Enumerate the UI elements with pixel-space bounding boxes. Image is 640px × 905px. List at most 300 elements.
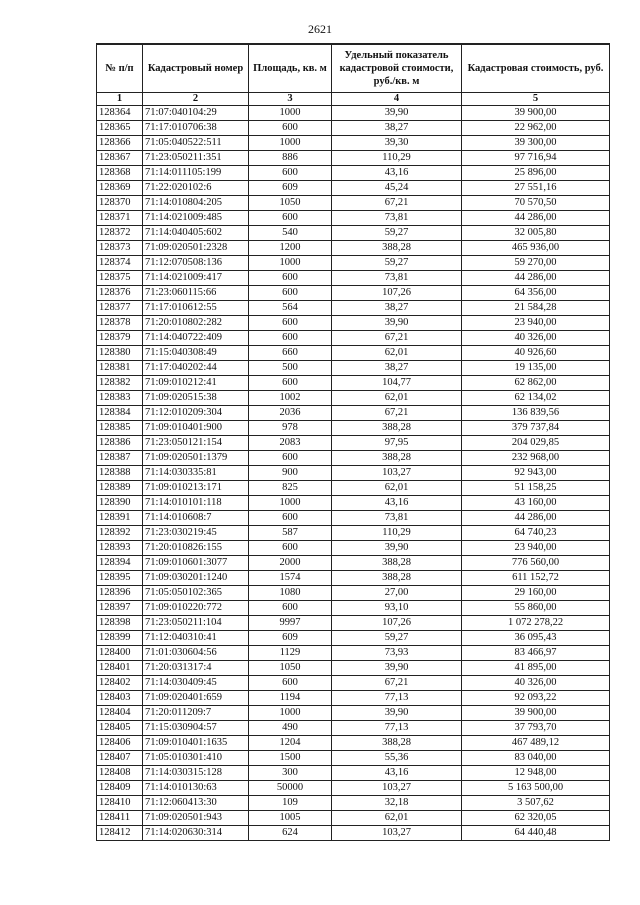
table-row bbox=[97, 301, 610, 316]
cadastral-number-cell: 71:09:010213:171 bbox=[143, 481, 249, 496]
area-cell: 600 bbox=[249, 376, 332, 391]
area-cell: 886 bbox=[249, 151, 332, 166]
row-number-cell: 128396 bbox=[97, 586, 143, 601]
cadastral-cost-cell: 41 895,00 bbox=[462, 661, 610, 676]
cadastral-number-cell: 71:14:021009:485 bbox=[143, 211, 249, 226]
unit-rate-cell: 388,28 bbox=[332, 241, 462, 256]
cadastral-cost-cell: 39 900,00 bbox=[462, 706, 610, 721]
area-cell: 9997 bbox=[249, 616, 332, 631]
unit-rate-cell: 62,01 bbox=[332, 811, 462, 826]
unit-rate-cell: 67,21 bbox=[332, 331, 462, 346]
unit-rate-cell: 388,28 bbox=[332, 421, 462, 436]
row-number-cell: 128365 bbox=[97, 121, 143, 136]
area-cell: 500 bbox=[249, 361, 332, 376]
unit-rate-cell: 59,27 bbox=[332, 256, 462, 271]
cadastral-number-cell: 71:05:010301:410 bbox=[143, 751, 249, 766]
table-row bbox=[97, 226, 610, 241]
unit-rate-cell: 103,27 bbox=[332, 781, 462, 796]
table-row bbox=[97, 451, 610, 466]
cadastral-cost-cell: 379 737,84 bbox=[462, 421, 610, 436]
column-number: 1 bbox=[97, 93, 143, 106]
cadastral-cost-cell: 44 286,00 bbox=[462, 211, 610, 226]
cadastral-cost-cell: 465 936,00 bbox=[462, 241, 610, 256]
area-cell: 600 bbox=[249, 271, 332, 286]
cadastral-number-cell: 71:09:020515:38 bbox=[143, 391, 249, 406]
area-cell: 1129 bbox=[249, 646, 332, 661]
unit-rate-cell: 59,27 bbox=[332, 631, 462, 646]
area-cell: 600 bbox=[249, 121, 332, 136]
table-row bbox=[97, 391, 610, 406]
header-cadastral-number: Кадастровый номер bbox=[143, 44, 249, 93]
cadastral-number-cell: 71:14:030409:45 bbox=[143, 676, 249, 691]
cadastral-cost-cell: 62 862,00 bbox=[462, 376, 610, 391]
unit-rate-cell: 388,28 bbox=[332, 451, 462, 466]
table-row bbox=[97, 601, 610, 616]
unit-rate-cell: 27,00 bbox=[332, 586, 462, 601]
row-number-cell: 128390 bbox=[97, 496, 143, 511]
cadastral-cost-cell: 44 286,00 bbox=[462, 271, 610, 286]
cadastral-cost-cell: 19 135,00 bbox=[462, 361, 610, 376]
area-cell: 300 bbox=[249, 766, 332, 781]
row-number-cell: 128404 bbox=[97, 706, 143, 721]
area-cell: 609 bbox=[249, 631, 332, 646]
row-number-cell: 128382 bbox=[97, 376, 143, 391]
cadastral-cost-cell: 37 793,70 bbox=[462, 721, 610, 736]
unit-rate-cell: 110,29 bbox=[332, 151, 462, 166]
area-cell: 624 bbox=[249, 826, 332, 841]
table-header bbox=[97, 44, 610, 106]
area-cell: 1005 bbox=[249, 811, 332, 826]
area-cell: 1000 bbox=[249, 256, 332, 271]
unit-rate-cell: 103,27 bbox=[332, 826, 462, 841]
area-cell: 2036 bbox=[249, 406, 332, 421]
table-row bbox=[97, 826, 610, 841]
row-number-cell: 128400 bbox=[97, 646, 143, 661]
unit-rate-cell: 59,27 bbox=[332, 226, 462, 241]
unit-rate-cell: 43,16 bbox=[332, 496, 462, 511]
unit-rate-cell: 388,28 bbox=[332, 571, 462, 586]
area-cell: 825 bbox=[249, 481, 332, 496]
table-row bbox=[97, 346, 610, 361]
header-cadastral-cost: Кадастровая стоимость, руб. bbox=[462, 44, 610, 93]
table-row bbox=[97, 721, 610, 736]
row-number-cell: 128385 bbox=[97, 421, 143, 436]
area-cell: 600 bbox=[249, 541, 332, 556]
cadastral-cost-cell: 83 466,97 bbox=[462, 646, 610, 661]
cadastral-cost-cell: 23 940,00 bbox=[462, 541, 610, 556]
unit-rate-cell: 43,16 bbox=[332, 766, 462, 781]
cadastral-number-cell: 71:14:030335:81 bbox=[143, 466, 249, 481]
area-cell: 587 bbox=[249, 526, 332, 541]
unit-rate-cell: 67,21 bbox=[332, 406, 462, 421]
row-number-cell: 128376 bbox=[97, 286, 143, 301]
unit-rate-cell: 107,26 bbox=[332, 286, 462, 301]
cadastral-cost-cell: 97 716,94 bbox=[462, 151, 610, 166]
column-number: 2 bbox=[143, 93, 249, 106]
area-cell: 978 bbox=[249, 421, 332, 436]
cadastral-number-cell: 71:14:040405:602 bbox=[143, 226, 249, 241]
unit-rate-cell: 388,28 bbox=[332, 556, 462, 571]
cadastral-cost-cell: 64 356,00 bbox=[462, 286, 610, 301]
unit-rate-cell: 107,26 bbox=[332, 616, 462, 631]
cadastral-number-cell: 71:09:010220:772 bbox=[143, 601, 249, 616]
unit-rate-cell: 43,16 bbox=[332, 166, 462, 181]
area-cell: 600 bbox=[249, 676, 332, 691]
table-row bbox=[97, 121, 610, 136]
cadastral-cost-cell: 232 968,00 bbox=[462, 451, 610, 466]
cadastral-number-cell: 71:15:040308:49 bbox=[143, 346, 249, 361]
unit-rate-cell: 388,28 bbox=[332, 736, 462, 751]
cadastral-cost-cell: 40 326,00 bbox=[462, 331, 610, 346]
area-cell: 1002 bbox=[249, 391, 332, 406]
table-row bbox=[97, 166, 610, 181]
row-number-cell: 128369 bbox=[97, 181, 143, 196]
cadastral-number-cell: 71:20:010802:282 bbox=[143, 316, 249, 331]
table-row bbox=[97, 466, 610, 481]
table-row bbox=[97, 286, 610, 301]
area-cell: 1000 bbox=[249, 706, 332, 721]
cadastral-number-cell: 71:23:050211:351 bbox=[143, 151, 249, 166]
cadastral-cost-cell: 21 584,28 bbox=[462, 301, 610, 316]
unit-rate-cell: 39,90 bbox=[332, 316, 462, 331]
cadastral-number-cell: 71:14:010804:205 bbox=[143, 196, 249, 211]
cadastral-number-cell: 71:05:050102:365 bbox=[143, 586, 249, 601]
cadastral-number-cell: 71:12:060413:30 bbox=[143, 796, 249, 811]
cadastral-cost-cell: 44 286,00 bbox=[462, 511, 610, 526]
unit-rate-cell: 62,01 bbox=[332, 346, 462, 361]
table-row bbox=[97, 631, 610, 646]
cadastral-number-cell: 71:22:020102:6 bbox=[143, 181, 249, 196]
cadastral-number-cell: 71:01:030604:56 bbox=[143, 646, 249, 661]
area-cell: 1194 bbox=[249, 691, 332, 706]
area-cell: 490 bbox=[249, 721, 332, 736]
cadastral-number-cell: 71:17:040202:44 bbox=[143, 361, 249, 376]
cadastral-cost-cell: 1 072 278,22 bbox=[462, 616, 610, 631]
row-number-cell: 128383 bbox=[97, 391, 143, 406]
table-row bbox=[97, 511, 610, 526]
area-cell: 2083 bbox=[249, 436, 332, 451]
cadastral-number-cell: 71:07:040104:29 bbox=[143, 106, 249, 121]
table-row bbox=[97, 751, 610, 766]
area-cell: 2000 bbox=[249, 556, 332, 571]
row-number-cell: 128392 bbox=[97, 526, 143, 541]
cadastral-number-cell: 71:23:060115:66 bbox=[143, 286, 249, 301]
table-row bbox=[97, 661, 610, 676]
cadastral-cost-cell: 40 926,60 bbox=[462, 346, 610, 361]
cadastral-cost-cell: 204 029,85 bbox=[462, 436, 610, 451]
cadastral-cost-cell: 62 134,02 bbox=[462, 391, 610, 406]
table-row bbox=[97, 211, 610, 226]
row-number-cell: 128407 bbox=[97, 751, 143, 766]
table-row bbox=[97, 781, 610, 796]
area-cell: 540 bbox=[249, 226, 332, 241]
cadastral-number-cell: 71:09:010401:900 bbox=[143, 421, 249, 436]
cadastral-number-cell: 71:09:010401:1635 bbox=[143, 736, 249, 751]
table-row bbox=[97, 811, 610, 826]
area-cell: 1050 bbox=[249, 196, 332, 211]
cadastral-number-cell: 71:14:040722:409 bbox=[143, 331, 249, 346]
row-number-cell: 128384 bbox=[97, 406, 143, 421]
table-row bbox=[97, 586, 610, 601]
cadastral-number-cell: 71:12:040310:41 bbox=[143, 631, 249, 646]
cadastral-cost-cell: 611 152,72 bbox=[462, 571, 610, 586]
column-number: 3 bbox=[249, 93, 332, 106]
cadastral-cost-cell: 55 860,00 bbox=[462, 601, 610, 616]
cadastral-cost-cell: 136 839,56 bbox=[462, 406, 610, 421]
row-number-cell: 128408 bbox=[97, 766, 143, 781]
row-number-cell: 128367 bbox=[97, 151, 143, 166]
unit-rate-cell: 39,90 bbox=[332, 661, 462, 676]
cadastral-value-table bbox=[96, 43, 610, 841]
cadastral-cost-cell: 62 320,05 bbox=[462, 811, 610, 826]
row-number-cell: 128366 bbox=[97, 136, 143, 151]
cadastral-number-cell: 71:09:020501:2328 bbox=[143, 241, 249, 256]
table-row bbox=[97, 616, 610, 631]
row-number-cell: 128399 bbox=[97, 631, 143, 646]
row-number-cell: 128401 bbox=[97, 661, 143, 676]
unit-rate-cell: 39,90 bbox=[332, 706, 462, 721]
table-row bbox=[97, 376, 610, 391]
cadastral-number-cell: 71:20:011209:7 bbox=[143, 706, 249, 721]
table-body bbox=[97, 106, 610, 841]
unit-rate-cell: 67,21 bbox=[332, 676, 462, 691]
unit-rate-cell: 62,01 bbox=[332, 481, 462, 496]
cadastral-number-cell: 71:23:050121:154 bbox=[143, 436, 249, 451]
row-number-cell: 128375 bbox=[97, 271, 143, 286]
row-number-cell: 128402 bbox=[97, 676, 143, 691]
cadastral-cost-cell: 64 740,23 bbox=[462, 526, 610, 541]
cadastral-cost-cell: 92 093,22 bbox=[462, 691, 610, 706]
row-number-cell: 128398 bbox=[97, 616, 143, 631]
cadastral-number-cell: 71:09:020501:1379 bbox=[143, 451, 249, 466]
cadastral-number-cell: 71:15:030904:57 bbox=[143, 721, 249, 736]
table-row bbox=[97, 106, 610, 121]
unit-rate-cell: 110,29 bbox=[332, 526, 462, 541]
table-row bbox=[97, 316, 610, 331]
cadastral-cost-cell: 22 962,00 bbox=[462, 121, 610, 136]
cadastral-number-cell: 71:09:020501:943 bbox=[143, 811, 249, 826]
table-row bbox=[97, 421, 610, 436]
cadastral-cost-cell: 43 160,00 bbox=[462, 496, 610, 511]
cadastral-number-cell: 71:14:030315:128 bbox=[143, 766, 249, 781]
area-cell: 1574 bbox=[249, 571, 332, 586]
cadastral-cost-cell: 27 551,16 bbox=[462, 181, 610, 196]
cadastral-cost-cell: 5 163 500,00 bbox=[462, 781, 610, 796]
row-number-cell: 128393 bbox=[97, 541, 143, 556]
table-row bbox=[97, 481, 610, 496]
area-cell: 900 bbox=[249, 466, 332, 481]
cadastral-cost-cell: 64 440,48 bbox=[462, 826, 610, 841]
unit-rate-cell: 93,10 bbox=[332, 601, 462, 616]
cadastral-cost-cell: 40 326,00 bbox=[462, 676, 610, 691]
unit-rate-cell: 73,81 bbox=[332, 211, 462, 226]
row-number-cell: 128380 bbox=[97, 346, 143, 361]
area-cell: 600 bbox=[249, 286, 332, 301]
row-number-cell: 128406 bbox=[97, 736, 143, 751]
table-row bbox=[97, 571, 610, 586]
cadastral-number-cell: 71:14:010101:118 bbox=[143, 496, 249, 511]
table-row bbox=[97, 151, 610, 166]
area-cell: 609 bbox=[249, 181, 332, 196]
row-number-cell: 128388 bbox=[97, 466, 143, 481]
row-number-cell: 128379 bbox=[97, 331, 143, 346]
row-number-cell: 128395 bbox=[97, 571, 143, 586]
table-row bbox=[97, 256, 610, 271]
area-cell: 600 bbox=[249, 331, 332, 346]
unit-rate-cell: 55,36 bbox=[332, 751, 462, 766]
cadastral-number-cell: 71:20:010826:155 bbox=[143, 541, 249, 556]
row-number-cell: 128378 bbox=[97, 316, 143, 331]
area-cell: 1000 bbox=[249, 106, 332, 121]
header-row-number: № п/п bbox=[97, 44, 143, 93]
unit-rate-cell: 32,18 bbox=[332, 796, 462, 811]
cadastral-cost-cell: 36 095,43 bbox=[462, 631, 610, 646]
cadastral-cost-cell: 70 570,50 bbox=[462, 196, 610, 211]
cadastral-number-cell: 71:09:010601:3077 bbox=[143, 556, 249, 571]
column-number: 4 bbox=[332, 93, 462, 106]
area-cell: 1500 bbox=[249, 751, 332, 766]
row-number-cell: 128372 bbox=[97, 226, 143, 241]
unit-rate-cell: 97,95 bbox=[332, 436, 462, 451]
cadastral-number-cell: 71:20:031317:4 bbox=[143, 661, 249, 676]
cadastral-cost-cell: 32 005,80 bbox=[462, 226, 610, 241]
table-row bbox=[97, 736, 610, 751]
area-cell: 600 bbox=[249, 211, 332, 226]
table-row bbox=[97, 676, 610, 691]
cadastral-cost-cell: 23 940,00 bbox=[462, 316, 610, 331]
cadastral-number-cell: 71:12:010209:304 bbox=[143, 406, 249, 421]
table-row bbox=[97, 181, 610, 196]
cadastral-cost-cell: 3 507,62 bbox=[462, 796, 610, 811]
cadastral-cost-cell: 776 560,00 bbox=[462, 556, 610, 571]
unit-rate-cell: 45,24 bbox=[332, 181, 462, 196]
area-cell: 600 bbox=[249, 451, 332, 466]
unit-rate-cell: 62,01 bbox=[332, 391, 462, 406]
unit-rate-cell: 39,90 bbox=[332, 541, 462, 556]
row-number-cell: 128405 bbox=[97, 721, 143, 736]
table-row bbox=[97, 646, 610, 661]
cadastral-number-cell: 71:12:070508:136 bbox=[143, 256, 249, 271]
row-number-cell: 128412 bbox=[97, 826, 143, 841]
cadastral-cost-cell: 29 160,00 bbox=[462, 586, 610, 601]
cadastral-number-cell: 71:14:011105:199 bbox=[143, 166, 249, 181]
row-number-cell: 128397 bbox=[97, 601, 143, 616]
row-number-cell: 128364 bbox=[97, 106, 143, 121]
table-row bbox=[97, 526, 610, 541]
cadastral-cost-cell: 25 896,00 bbox=[462, 166, 610, 181]
table-row bbox=[97, 331, 610, 346]
cadastral-cost-cell: 39 900,00 bbox=[462, 106, 610, 121]
row-number-cell: 128368 bbox=[97, 166, 143, 181]
area-cell: 1204 bbox=[249, 736, 332, 751]
cadastral-number-cell: 71:09:010212:41 bbox=[143, 376, 249, 391]
row-number-cell: 128381 bbox=[97, 361, 143, 376]
table-row bbox=[97, 556, 610, 571]
unit-rate-cell: 104,77 bbox=[332, 376, 462, 391]
area-cell: 1050 bbox=[249, 661, 332, 676]
row-number-cell: 128371 bbox=[97, 211, 143, 226]
area-cell: 600 bbox=[249, 601, 332, 616]
unit-rate-cell: 77,13 bbox=[332, 691, 462, 706]
cadastral-number-cell: 71:14:020630:314 bbox=[143, 826, 249, 841]
column-number-row bbox=[97, 93, 610, 106]
cadastral-cost-cell: 39 300,00 bbox=[462, 136, 610, 151]
cadastral-number-cell: 71:09:030201:1240 bbox=[143, 571, 249, 586]
header-area: Площадь, кв. м bbox=[249, 44, 332, 93]
unit-rate-cell: 73,93 bbox=[332, 646, 462, 661]
area-cell: 50000 bbox=[249, 781, 332, 796]
table-row bbox=[97, 361, 610, 376]
area-cell: 1000 bbox=[249, 136, 332, 151]
header-row bbox=[97, 44, 610, 93]
area-cell: 600 bbox=[249, 316, 332, 331]
table-row bbox=[97, 691, 610, 706]
row-number-cell: 128391 bbox=[97, 511, 143, 526]
area-cell: 660 bbox=[249, 346, 332, 361]
row-number-cell: 128386 bbox=[97, 436, 143, 451]
row-number-cell: 128389 bbox=[97, 481, 143, 496]
cadastral-cost-cell: 92 943,00 bbox=[462, 466, 610, 481]
unit-rate-cell: 38,27 bbox=[332, 121, 462, 136]
unit-rate-cell: 39,30 bbox=[332, 136, 462, 151]
row-number-cell: 128374 bbox=[97, 256, 143, 271]
cadastral-number-cell: 71:23:050211:104 bbox=[143, 616, 249, 631]
table-row bbox=[97, 796, 610, 811]
row-number-cell: 128394 bbox=[97, 556, 143, 571]
area-cell: 564 bbox=[249, 301, 332, 316]
unit-rate-cell: 103,27 bbox=[332, 466, 462, 481]
row-number-cell: 128403 bbox=[97, 691, 143, 706]
table-row bbox=[97, 541, 610, 556]
column-number: 5 bbox=[462, 93, 610, 106]
cadastral-number-cell: 71:23:030219:45 bbox=[143, 526, 249, 541]
unit-rate-cell: 73,81 bbox=[332, 271, 462, 286]
cadastral-cost-cell: 51 158,25 bbox=[462, 481, 610, 496]
unit-rate-cell: 38,27 bbox=[332, 361, 462, 376]
row-number-cell: 128373 bbox=[97, 241, 143, 256]
table-row bbox=[97, 241, 610, 256]
cadastral-cost-cell: 467 489,12 bbox=[462, 736, 610, 751]
table-row bbox=[97, 496, 610, 511]
area-cell: 600 bbox=[249, 511, 332, 526]
area-cell: 600 bbox=[249, 166, 332, 181]
cadastral-number-cell: 71:17:010706:38 bbox=[143, 121, 249, 136]
row-number-cell: 128387 bbox=[97, 451, 143, 466]
unit-rate-cell: 77,13 bbox=[332, 721, 462, 736]
row-number-cell: 128409 bbox=[97, 781, 143, 796]
header-unit-rate: Удельный показатель кадастровой стоимости, руб./кв. м bbox=[332, 44, 462, 93]
table-row bbox=[97, 706, 610, 721]
area-cell: 1080 bbox=[249, 586, 332, 601]
row-number-cell: 128377 bbox=[97, 301, 143, 316]
cadastral-number-cell: 71:14:021009:417 bbox=[143, 271, 249, 286]
table-row bbox=[97, 136, 610, 151]
row-number-cell: 128411 bbox=[97, 811, 143, 826]
unit-rate-cell: 67,21 bbox=[332, 196, 462, 211]
cadastral-cost-cell: 59 270,00 bbox=[462, 256, 610, 271]
cadastral-number-cell: 71:14:010608:7 bbox=[143, 511, 249, 526]
unit-rate-cell: 38,27 bbox=[332, 301, 462, 316]
row-number-cell: 128370 bbox=[97, 196, 143, 211]
cadastral-number-cell: 71:09:020401:659 bbox=[143, 691, 249, 706]
page-number: 2621 bbox=[308, 22, 332, 36]
area-cell: 1200 bbox=[249, 241, 332, 256]
cadastral-number-cell: 71:14:010130:63 bbox=[143, 781, 249, 796]
table-row bbox=[97, 271, 610, 286]
cadastral-number-cell: 71:17:010612:55 bbox=[143, 301, 249, 316]
cadastral-number-cell: 71:05:040522:511 bbox=[143, 136, 249, 151]
cadastral-cost-cell: 12 948,00 bbox=[462, 766, 610, 781]
